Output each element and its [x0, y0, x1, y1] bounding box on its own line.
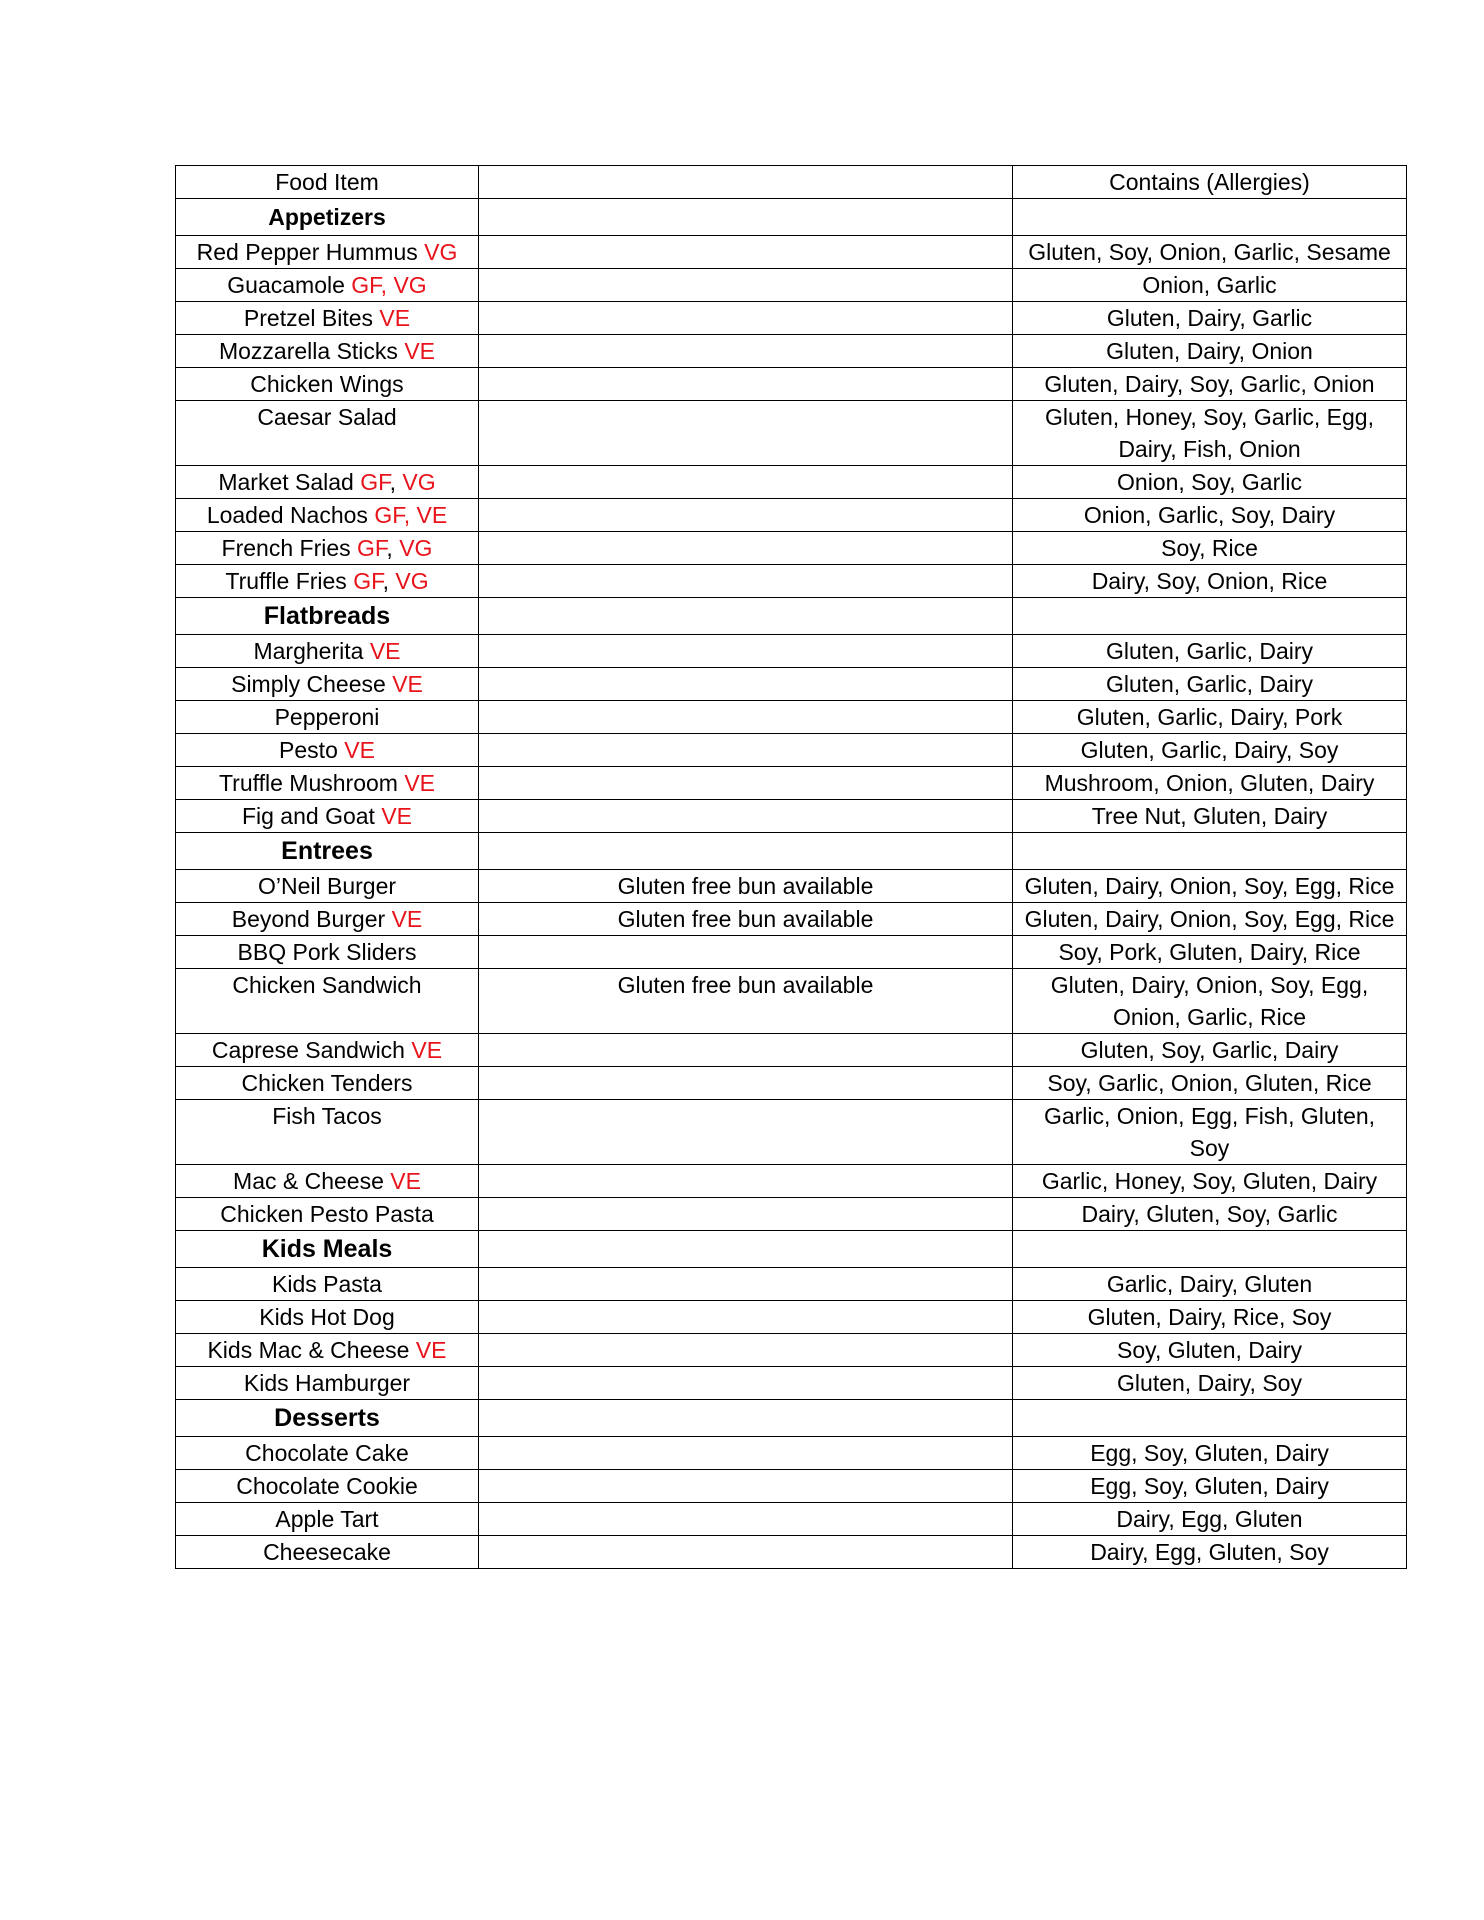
item-note-cell	[479, 1301, 1013, 1334]
item-note-cell	[479, 936, 1013, 969]
food-item-name: Kids Pasta	[272, 1271, 382, 1297]
menu-item-row	[176, 936, 1407, 969]
food-item-name: Chocolate Cake	[245, 1440, 409, 1466]
section-title: Kids Meals	[176, 1231, 479, 1268]
item-allergens-cell: Egg, Soy, Gluten, Dairy	[1013, 1437, 1407, 1470]
item-note-cell	[479, 466, 1013, 499]
menu-item-row	[176, 969, 1407, 1034]
section-notes-cell	[479, 199, 1013, 236]
food-item-cell	[176, 1503, 479, 1536]
menu-item-row	[176, 734, 1407, 767]
menu-item-row	[176, 903, 1407, 936]
menu-item-row	[176, 401, 1407, 466]
food-item-cell	[176, 903, 479, 936]
item-allergens-cell: Gluten, Dairy, Onion, Soy, Egg, Rice	[1013, 903, 1407, 936]
menu-item-row	[176, 368, 1407, 401]
menu-item-row	[176, 499, 1407, 532]
item-note-cell	[479, 1198, 1013, 1231]
menu-item-row	[176, 668, 1407, 701]
section-notes-cell	[479, 1231, 1013, 1268]
item-allergens-cell: Gluten, Garlic, Dairy, Pork	[1013, 701, 1407, 734]
menu-item-row	[176, 1334, 1407, 1367]
item-allergens-cell: Gluten, Dairy, Onion, Soy, Egg, Rice	[1013, 870, 1407, 903]
menu-item-row	[176, 1034, 1407, 1067]
food-item-name: Simply Cheese	[231, 671, 386, 697]
item-allergens-cell: Soy, Garlic, Onion, Gluten, Rice	[1013, 1067, 1407, 1100]
section-notes-cell	[479, 833, 1013, 870]
food-item-cell	[176, 499, 479, 532]
item-note-cell	[479, 668, 1013, 701]
item-allergens-cell: Gluten, Dairy, Rice, Soy	[1013, 1301, 1407, 1334]
item-note-cell	[479, 236, 1013, 269]
item-allergens-cell: Dairy, Egg, Gluten, Soy	[1013, 1536, 1407, 1569]
food-item-name: Chicken Tenders	[241, 1070, 413, 1096]
item-note-cell	[479, 1100, 1013, 1165]
diet-tag: VE	[344, 737, 375, 763]
item-note-cell	[479, 1067, 1013, 1100]
item-note-cell	[479, 532, 1013, 565]
menu-item-row	[176, 236, 1407, 269]
food-item-name: Pepperoni	[274, 704, 380, 730]
item-note-cell	[479, 1536, 1013, 1569]
section-title: Desserts	[176, 1400, 479, 1437]
food-item-cell	[176, 1100, 479, 1165]
food-item-name: Chocolate Cookie	[236, 1473, 418, 1499]
item-note-cell	[479, 1334, 1013, 1367]
food-item-name: Caesar Salad	[257, 404, 397, 430]
food-item-cell: French Fries GF, VG	[176, 532, 479, 565]
diet-tag: GF, VE	[374, 502, 448, 528]
menu-item-row	[176, 1100, 1407, 1165]
header-row	[176, 166, 1407, 199]
item-note-cell	[479, 701, 1013, 734]
menu-item-row	[176, 1536, 1407, 1569]
section-notes-cell	[479, 598, 1013, 635]
item-note-cell	[479, 499, 1013, 532]
item-allergens-cell: Gluten, Dairy, Soy	[1013, 1367, 1407, 1400]
food-item-cell	[176, 1301, 479, 1334]
food-item-cell	[176, 269, 479, 302]
item-note-cell: Gluten free bun available	[479, 870, 1013, 903]
diet-tag: VE	[369, 638, 401, 664]
item-note-cell	[479, 302, 1013, 335]
menu-item-row	[176, 1301, 1407, 1334]
item-note-cell	[479, 734, 1013, 767]
food-item-cell	[176, 1536, 479, 1569]
food-item-name: Kids Hamburger	[243, 1370, 411, 1396]
food-item-name: Cheesecake	[263, 1539, 391, 1565]
item-allergens-cell: Gluten, Garlic, Dairy	[1013, 635, 1407, 668]
section-row	[176, 598, 1407, 635]
item-note-cell	[479, 1437, 1013, 1470]
section-row	[176, 833, 1407, 870]
menu-item-row	[176, 1067, 1407, 1100]
food-item-cell	[176, 870, 479, 903]
food-item-cell	[176, 701, 479, 734]
diet-tag: VE	[404, 338, 435, 364]
header-notes	[479, 166, 1013, 199]
food-item-name: Market Salad	[218, 469, 354, 495]
menu-item-row	[176, 532, 1407, 565]
item-note-cell	[479, 635, 1013, 668]
item-allergens-cell: Gluten, Garlic, Dairy	[1013, 668, 1407, 701]
section-notes-cell	[479, 1400, 1013, 1437]
menu-item-row	[176, 800, 1407, 833]
food-item-cell	[176, 1165, 479, 1198]
food-item-cell	[176, 969, 479, 1034]
diet-tag: VG	[402, 469, 436, 495]
menu-table-body	[176, 166, 1407, 1569]
item-allergens-cell: Garlic, Honey, Soy, Gluten, Dairy	[1013, 1165, 1407, 1198]
food-item-name: Loaded Nachos	[206, 502, 368, 528]
food-item-name: O’Neil Burger	[257, 873, 397, 899]
food-item-cell	[176, 668, 479, 701]
food-item-name: Truffle Fries	[225, 568, 347, 594]
menu-item-row	[176, 302, 1407, 335]
item-allergens-cell: Soy, Rice	[1013, 532, 1407, 565]
section-row	[176, 199, 1407, 236]
food-item-name: Chicken Pesto Pasta	[220, 1201, 434, 1227]
diet-tag: VE	[411, 1037, 443, 1063]
item-allergens-cell: Onion, Soy, Garlic	[1013, 466, 1407, 499]
food-item-name: Mozzarella Sticks	[218, 338, 398, 364]
header-food-item: Food Item	[176, 166, 479, 199]
food-item-name: Margherita	[253, 638, 364, 664]
menu-item-row	[176, 1437, 1407, 1470]
diet-tag: GF	[360, 469, 390, 495]
item-note-cell	[479, 269, 1013, 302]
food-item-cell: Market Salad GF, VG	[176, 466, 479, 499]
food-item-name: Truffle Mushroom	[218, 770, 398, 796]
food-item-cell	[176, 1268, 479, 1301]
item-note-cell: Gluten free bun available	[479, 969, 1013, 1034]
menu-item-row	[176, 269, 1407, 302]
food-item-cell: Truffle Fries GF, VG	[176, 565, 479, 598]
section-allergens-cell	[1013, 1231, 1407, 1268]
item-allergens-cell: Onion, Garlic	[1013, 269, 1407, 302]
food-item-name: Mac & Cheese	[233, 1168, 384, 1194]
item-allergens-cell: Gluten, Dairy, Onion	[1013, 335, 1407, 368]
item-allergens-cell: Garlic, Dairy, Gluten	[1013, 1268, 1407, 1301]
food-item-name: Chicken Sandwich	[232, 972, 422, 998]
section-allergens-cell	[1013, 598, 1407, 635]
food-item-cell	[176, 1437, 479, 1470]
item-allergens-cell: Dairy, Egg, Gluten	[1013, 1503, 1407, 1536]
food-item-name: Fish Tacos	[272, 1103, 382, 1129]
diet-tag: VE	[390, 1168, 421, 1194]
food-item-name: Apple Tart	[275, 1506, 379, 1532]
food-item-cell	[176, 302, 479, 335]
item-note-cell	[479, 368, 1013, 401]
section-title: Entrees	[176, 833, 479, 870]
section-title: Flatbreads	[176, 598, 479, 635]
item-allergens-cell: Gluten, Dairy, Garlic	[1013, 302, 1407, 335]
item-note-cell	[479, 1034, 1013, 1067]
food-item-cell	[176, 734, 479, 767]
food-item-cell	[176, 767, 479, 800]
item-allergens-cell: Gluten, Soy, Onion, Garlic, Sesame	[1013, 236, 1407, 269]
item-allergens-cell: Gluten, Dairy, Soy, Garlic, Onion	[1013, 368, 1407, 401]
item-allergens-cell: Gluten, Soy, Garlic, Dairy	[1013, 1034, 1407, 1067]
food-item-name: Beyond Burger	[231, 906, 386, 932]
menu-item-row	[176, 870, 1407, 903]
section-allergens-cell	[1013, 199, 1407, 236]
diet-tag: VG	[395, 568, 429, 594]
section-row	[176, 1400, 1407, 1437]
food-item-cell	[176, 1470, 479, 1503]
item-allergens-cell: Gluten, Garlic, Dairy, Soy	[1013, 734, 1407, 767]
item-note-cell	[479, 1470, 1013, 1503]
diet-tag: VE	[392, 671, 423, 697]
menu-item-row	[176, 1198, 1407, 1231]
menu-item-row	[176, 767, 1407, 800]
item-note-cell: Gluten free bun available	[479, 903, 1013, 936]
item-allergens-cell: Gluten, Dairy, Onion, Soy, Egg, Onion, Garlic, Rice	[1013, 969, 1407, 1034]
food-item-name: Fig and Goat	[241, 803, 375, 829]
item-note-cell	[479, 565, 1013, 598]
item-allergens-cell: Garlic, Onion, Egg, Fish, Gluten, Soy	[1013, 1100, 1407, 1165]
header-contains: Contains (Allergies)	[1013, 166, 1407, 199]
section-title: Appetizers	[176, 199, 479, 236]
item-allergens-cell: Egg, Soy, Gluten, Dairy	[1013, 1470, 1407, 1503]
menu-item-row	[176, 335, 1407, 368]
food-item-name: Caprese Sandwich	[211, 1037, 405, 1063]
diet-tag: VE	[404, 770, 436, 796]
item-allergens-cell: Onion, Garlic, Soy, Dairy	[1013, 499, 1407, 532]
menu-item-row	[176, 635, 1407, 668]
item-allergens-cell: Dairy, Soy, Onion, Rice	[1013, 565, 1407, 598]
food-item-name: French Fries	[221, 535, 351, 561]
item-allergens-cell: Tree Nut, Gluten, Dairy	[1013, 800, 1407, 833]
diet-tag: GF, VG	[351, 272, 427, 298]
item-allergens-cell: Gluten, Honey, Soy, Garlic, Egg, Dairy, Fish, Onion	[1013, 401, 1407, 466]
diet-tag: VG	[424, 239, 458, 265]
item-allergens-cell: Mushroom, Onion, Gluten, Dairy	[1013, 767, 1407, 800]
food-item-name: Kids Mac & Cheese	[207, 1337, 410, 1363]
section-row	[176, 1231, 1407, 1268]
food-item-cell	[176, 368, 479, 401]
item-note-cell	[479, 800, 1013, 833]
food-item-name: Pesto	[279, 737, 338, 763]
food-item-name: Guacamole	[227, 272, 345, 298]
item-note-cell	[479, 1165, 1013, 1198]
food-item-cell	[176, 936, 479, 969]
food-item-name: Chicken Wings	[250, 371, 404, 397]
diet-tag: VE	[415, 1337, 447, 1363]
item-allergens-cell: Soy, Gluten, Dairy	[1013, 1334, 1407, 1367]
food-item-cell	[176, 1067, 479, 1100]
diet-tag: VG	[399, 535, 433, 561]
item-note-cell	[479, 401, 1013, 466]
menu-item-row	[176, 1165, 1407, 1198]
food-item-name: Pretzel Bites	[243, 305, 374, 331]
food-item-name: BBQ Pork Sliders	[237, 939, 417, 965]
menu-item-row	[176, 1470, 1407, 1503]
menu-item-row	[176, 466, 1407, 499]
item-note-cell	[479, 1268, 1013, 1301]
allergen-menu-table	[175, 165, 1407, 1569]
item-note-cell	[479, 335, 1013, 368]
food-item-cell	[176, 1198, 479, 1231]
diet-tag: GF	[357, 535, 387, 561]
diet-tag: GF	[353, 568, 383, 594]
food-item-cell	[176, 1334, 479, 1367]
food-item-cell	[176, 236, 479, 269]
item-note-cell	[479, 1367, 1013, 1400]
menu-item-row	[176, 1268, 1407, 1301]
food-item-cell	[176, 335, 479, 368]
item-allergens-cell: Dairy, Gluten, Soy, Garlic	[1013, 1198, 1407, 1231]
menu-item-row	[176, 1503, 1407, 1536]
diet-tag: VE	[379, 305, 411, 331]
diet-tag: VE	[381, 803, 413, 829]
item-note-cell	[479, 1503, 1013, 1536]
menu-item-row	[176, 1367, 1407, 1400]
food-item-name: Kids Hot Dog	[259, 1304, 395, 1330]
food-item-cell	[176, 1034, 479, 1067]
diet-tag: VE	[391, 906, 423, 932]
section-allergens-cell	[1013, 833, 1407, 870]
food-item-cell	[176, 635, 479, 668]
item-note-cell	[479, 767, 1013, 800]
food-item-cell	[176, 800, 479, 833]
food-item-name: Red Pepper Hummus	[196, 239, 418, 265]
menu-item-row	[176, 565, 1407, 598]
menu-item-row	[176, 701, 1407, 734]
section-allergens-cell	[1013, 1400, 1407, 1437]
food-item-cell	[176, 1367, 479, 1400]
food-item-cell	[176, 401, 479, 466]
item-allergens-cell: Soy, Pork, Gluten, Dairy, Rice	[1013, 936, 1407, 969]
